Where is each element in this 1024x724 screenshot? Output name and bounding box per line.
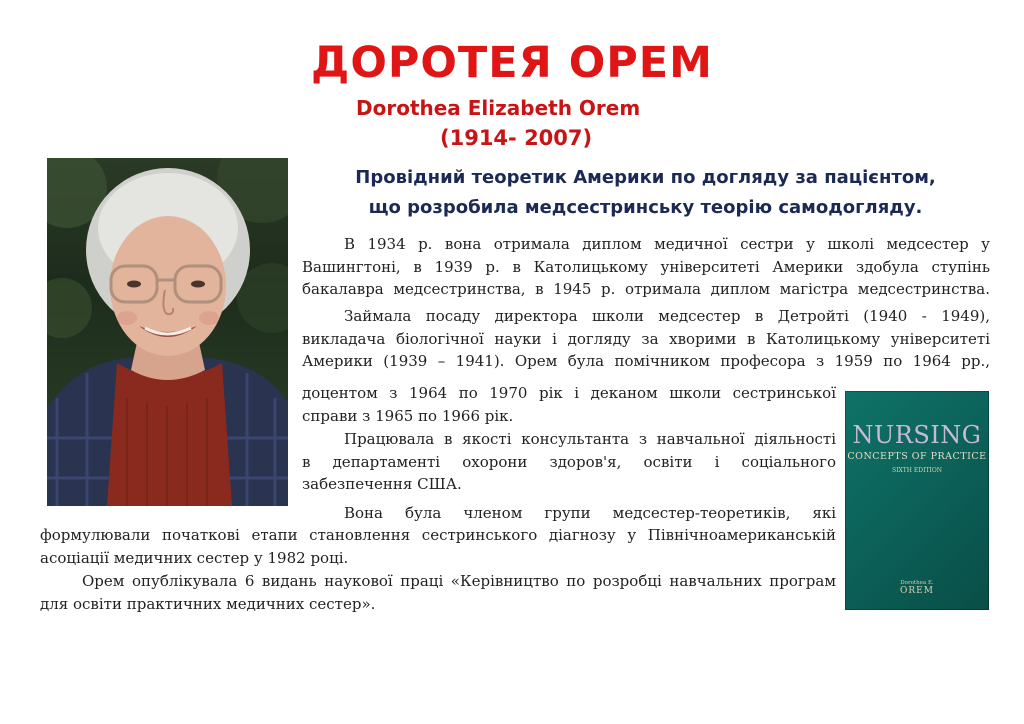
book-author — [845, 579, 989, 595]
book-author-last: OREM — [900, 586, 934, 596]
subtitle-line: що розробила медсестринську теорію самодогляду. — [368, 197, 923, 218]
text-line: Вашингтоні, в 1939 р. в Католицькому університеті Америки здобула ступінь — [302, 257, 990, 276]
paragraph-publications — [40, 570, 836, 615]
text-line: Вона була членом групи медсестер-теоретиків, які — [344, 504, 836, 522]
text-line: В 1934 р. вона отримала диплом медичної сестри у школі медсестер у — [344, 235, 990, 253]
text-line: в департаменті охорони здоров'я, освіти і соціального — [302, 452, 836, 471]
paragraph-career-cont — [302, 382, 836, 427]
latin-name: Dorothea Elizabeth Orem — [356, 96, 641, 120]
page-title: ДОРОТЕЯ ОРЕМ — [311, 38, 713, 88]
paragraph-career — [302, 305, 990, 373]
text-line: викладача біологічної науки і догляду за хворими в Католицькому університеті — [302, 329, 990, 348]
book-author-first: Dorothea E. — [900, 580, 934, 586]
text-line: бакалавра медсестринства, в 1945 р. отримала диплом магістра медсестринства. — [302, 280, 990, 298]
paragraph-consultant — [302, 428, 836, 496]
book-title: NURSING — [852, 421, 982, 449]
text-line: Америки (1939 – 1941). Орем була помічником професора з 1959 по 1964 рр., — [302, 352, 990, 370]
paragraph-group — [302, 502, 836, 525]
book-subtitle: CONCEPTS OF PRACTICE — [847, 451, 987, 462]
text-line: Орем опублікувала 6 видань наукової праці «Керівництво по розробці навчальних програм — [82, 572, 836, 590]
text-line: доцентом з 1964 по 1970 рік і деканом школи сестринської — [302, 384, 836, 402]
subtitle-line: Провідний теоретик Америки по догляду за пацієнтом, — [355, 167, 936, 188]
subtitle — [298, 163, 993, 223]
book-edition: SIXTH EDITION — [892, 467, 942, 474]
text-line: Працювала в якості консультанта з навчальної діяльності — [344, 430, 836, 448]
text-line: забезпечення США. — [302, 475, 462, 493]
text-line: для освіти практичних медичних сестер». — [40, 594, 376, 613]
text-line: формулювали початкові етапи становлення сестринського діагнозу у Північноамериканській — [40, 526, 836, 544]
text-line: Займала посаду директора школи медсестер в Детройті (1940 - 1949), — [344, 307, 990, 325]
text-line: справи з 1965 по 1966 рік. — [302, 406, 514, 425]
portrait-photo — [47, 158, 288, 506]
book-cover-image — [845, 391, 989, 610]
portrait-illustration — [47, 158, 288, 506]
life-years: (1914- 2007) — [440, 126, 593, 150]
text-line: асоціації медичних сестер у 1982 році. — [40, 548, 349, 567]
paragraph-education — [302, 233, 990, 301]
paragraph-group-cont — [40, 524, 836, 569]
